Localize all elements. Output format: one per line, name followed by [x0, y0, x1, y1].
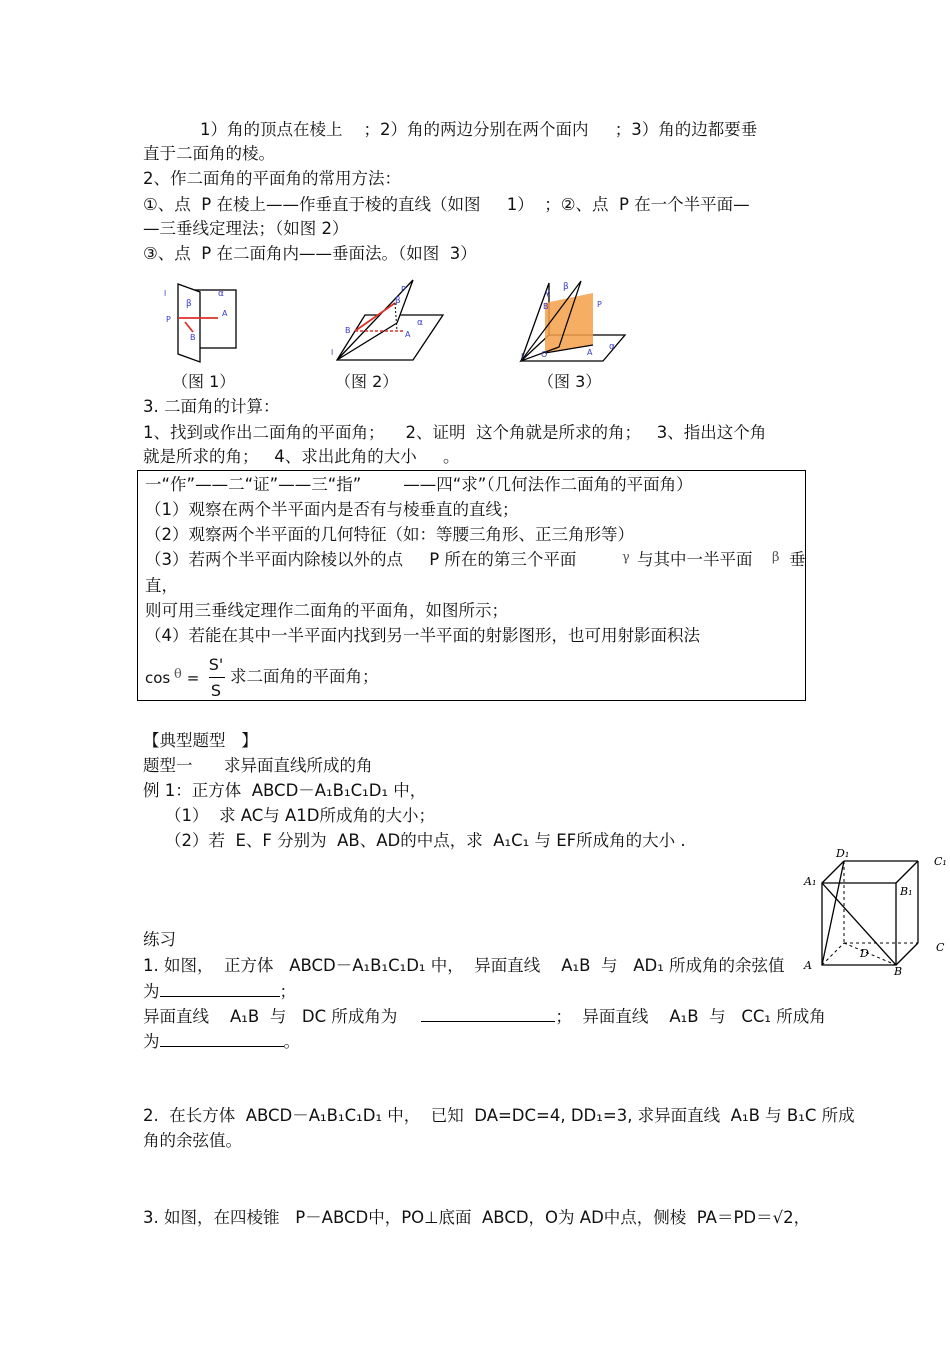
fraction-bar: [209, 677, 225, 678]
text-line: 就是所求的角； 4、求出此角的大小 。: [143, 447, 460, 466]
fraction-denominator: S: [210, 681, 222, 700]
label-B: B: [345, 326, 351, 335]
text-fragment: 3. 如图，在四棱锥 P－ABCD中，PO⊥底面 ABCD，O为 AD中点，侧棱 PA＝PD＝: [143, 1208, 773, 1227]
label-A: A: [405, 330, 411, 339]
caption-fig1: （图 1）: [172, 372, 236, 391]
text-line: [143, 1030, 300, 1052]
label-P: P: [401, 285, 406, 294]
answer-blank[interactable]: [160, 980, 280, 997]
box-line: 与其中一半平面: [637, 550, 753, 569]
label-alpha: α: [218, 289, 224, 299]
cube-figure: [800, 845, 950, 980]
caption-fig3: （图 3）: [538, 372, 602, 391]
label-A1: A₁: [804, 875, 817, 888]
text-line: 题型一 求异面直线所成的角: [143, 756, 373, 775]
label-D: D: [860, 947, 869, 960]
answer-blank[interactable]: [421, 1005, 555, 1022]
label-D1: D₁: [836, 847, 850, 860]
text-line: （1） 求 AC与 A1D所成角的大小；: [165, 806, 435, 825]
text-fragment: ，: [793, 1208, 811, 1227]
formula-cos: cos: [145, 669, 171, 687]
text-line: [143, 980, 296, 1002]
label-B1: B₁: [900, 885, 913, 898]
label-A: A: [222, 309, 228, 318]
fraction-numerator: S': [208, 655, 224, 674]
text-line: 2. 在长方体 ABCD－A₁B₁C₁D₁ 中， 已知 DA=DC=4, DD₁=3, 求异面直线 A₁B 与 B₁C 所成: [143, 1106, 855, 1125]
label-C1: C₁: [934, 855, 947, 868]
label-beta: β: [395, 296, 401, 306]
box-line: （4）若能在其中一半平面内找到另一半平面的射影图形，也可用射影面积法: [145, 626, 700, 645]
text-fragment: 为: [143, 982, 160, 1001]
label-A: A: [587, 348, 593, 357]
label-l: l: [164, 289, 167, 298]
gamma-symbol: γ: [622, 550, 630, 565]
section-heading: 【典型题型 】: [143, 731, 258, 750]
text-line: —三垂线定理法；（如图 2）: [143, 219, 349, 238]
label-alpha: α: [417, 318, 423, 328]
label-beta: β: [186, 299, 192, 309]
text-fragment: 异面直线 A₁B 与 DC 所成角为: [143, 1007, 398, 1026]
label-B: B: [894, 965, 903, 978]
text-line: 2、作二面角的平面角的常用方法：: [143, 169, 401, 188]
answer-blank[interactable]: [160, 1030, 284, 1047]
formula-theta: θ: [174, 667, 182, 682]
box-line: 直，: [145, 576, 178, 595]
formula-eq: =: [182, 669, 205, 687]
label-gamma: γ: [545, 288, 550, 297]
box-line: （2）观察两个半平面的几何特征（如：等腰三角形、正三角形等）: [145, 525, 634, 544]
label-beta: β: [563, 282, 569, 292]
label-B: B: [190, 333, 196, 342]
box-line: 垂: [789, 550, 806, 569]
text-fragment: ； 异面直线 A₁B 与 CC₁ 所成角: [555, 1007, 826, 1026]
box-line: （3）若两个半平面内除棱以外的点 P 所在的第三个平面: [145, 550, 577, 569]
label-A: A: [804, 959, 812, 972]
label-B: B: [543, 302, 549, 311]
practice-title: 练习: [143, 930, 176, 949]
text-line: [143, 1005, 826, 1027]
text-line: [143, 1208, 810, 1228]
text-fragment: 为: [143, 1032, 160, 1051]
text-line: ①、点 P 在棱上——作垂直于棱的直线（如图 1） ；②、点 P 在一个半平面—: [143, 195, 750, 214]
sqrt-2: √2: [772, 1208, 794, 1227]
figure-3: [515, 275, 630, 365]
text-line: 直于二面角的棱。: [143, 144, 275, 163]
text-fragment: ；: [279, 982, 296, 1001]
label-O: O: [541, 350, 548, 359]
box-line: 一“作”——二“证”——三“指” ——四“求”（几何法作二面角的平面角）: [145, 475, 693, 494]
label-P: P: [166, 315, 171, 324]
text-line: 1. 如图， 正方体 ABCD－A₁B₁C₁D₁ 中， 异面直线 A₁B 与 AD₁ 所成角的余弦值: [143, 956, 785, 975]
caption-fig2: （图 2）: [335, 372, 399, 391]
text-line: 1）角的顶点在棱上 ；2）角的两边分别在两个面内 ；3）角的边都要垂: [200, 120, 758, 139]
beta-symbol: β: [772, 550, 780, 565]
label-l: l: [331, 348, 334, 357]
text-line: 3. 二面角的计算：: [143, 397, 280, 416]
label-P: P: [597, 300, 602, 309]
text-fragment: 。: [283, 1032, 300, 1051]
text-line: 角的余弦值。: [143, 1131, 242, 1150]
text-line: （2）若 E、F 分别为 AB、AD的中点，求 A₁C₁ 与 EF所成角的大小 .: [165, 831, 686, 850]
figure-1: [160, 280, 245, 365]
box-line: （1）观察在两个半平面内是否有与棱垂直的直线；: [145, 500, 519, 519]
label-alpha: α: [609, 342, 615, 352]
text-line: ③、点 P 在二面角内——垂面法。（如图 3）: [143, 244, 477, 263]
label-l: l: [521, 352, 524, 361]
text-line: 1、找到或作出二面角的平面角； 2、证明 这个角就是所求的角； 3、指出这个角: [143, 423, 767, 442]
box-line: 求二面角的平面角；: [230, 667, 379, 686]
text-line: 例 1：正方体 ABCD－A₁B₁C₁D₁ 中，: [143, 781, 427, 800]
label-C: C: [936, 941, 945, 954]
box-line: 则可用三垂线定理作二面角的平面角，如图所示；: [145, 601, 508, 620]
figure-2: [325, 275, 450, 365]
